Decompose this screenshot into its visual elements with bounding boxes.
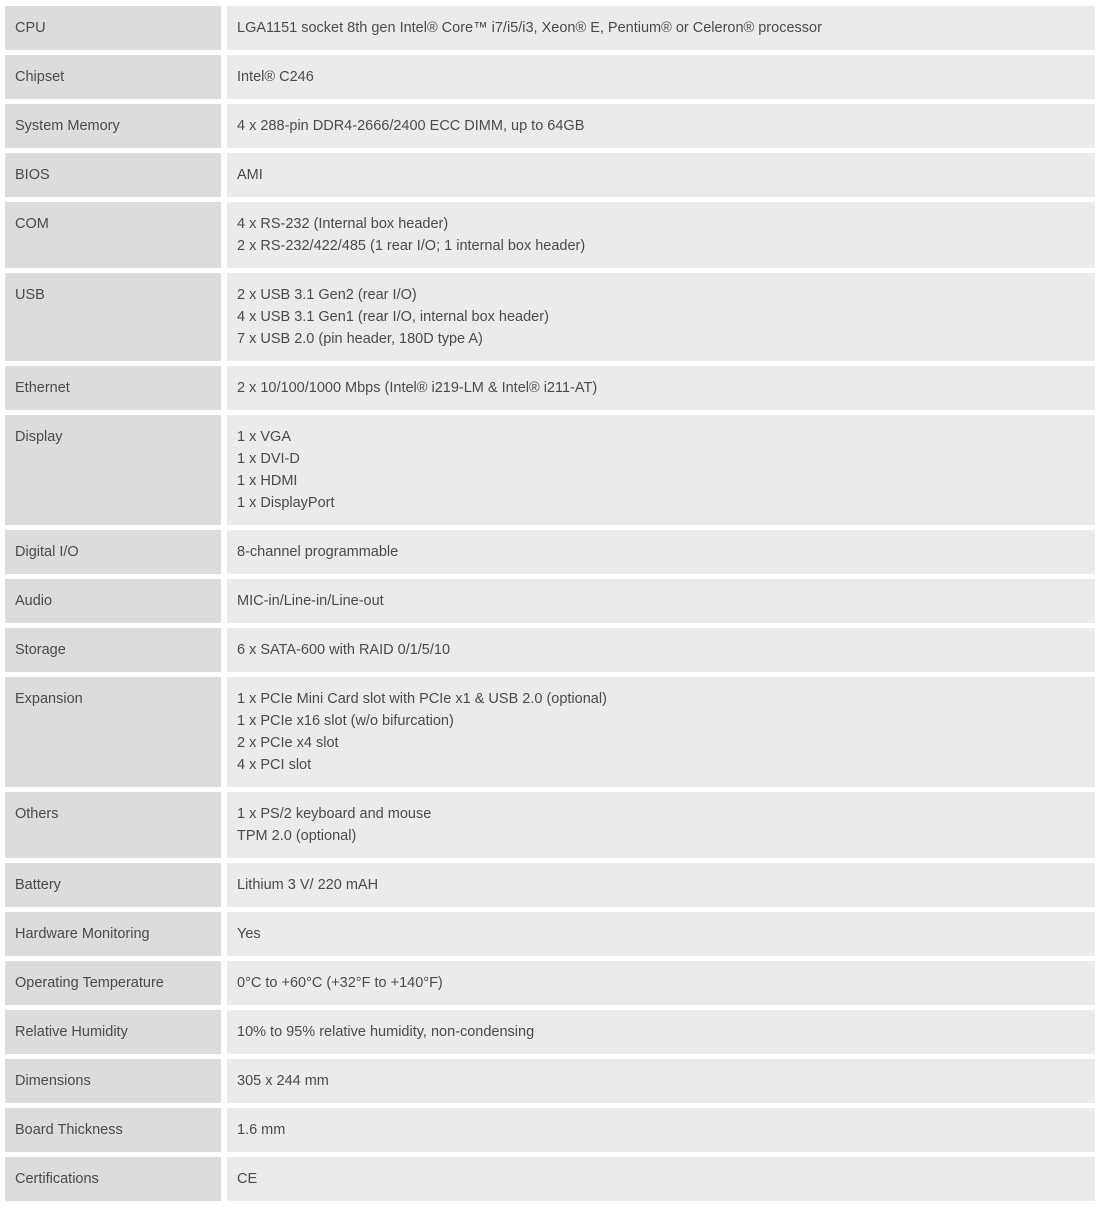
spec-value	[227, 202, 1095, 268]
spec-value	[227, 863, 1095, 907]
spec-value-line: 1.6 mm	[237, 1122, 286, 1138]
spec-value-line: 305 x 244 mm	[237, 1073, 329, 1089]
spec-table	[5, 6, 1095, 1206]
spec-value-line: 8-channel programmable	[237, 544, 399, 560]
spec-label: Board Thickness	[5, 1108, 221, 1152]
spec-row	[5, 6, 1095, 50]
spec-row	[5, 104, 1095, 148]
spec-label: Ethernet	[5, 366, 221, 410]
spec-row	[5, 961, 1095, 1005]
spec-value-line: AMI	[237, 167, 263, 183]
spec-row	[5, 415, 1095, 525]
spec-value-line: 1 x DVI-D	[237, 451, 300, 467]
spec-value-line: 1 x DisplayPort	[237, 495, 335, 511]
spec-value	[227, 6, 1095, 50]
spec-value	[227, 104, 1095, 148]
spec-value-line: 0°C to +60°C (+32°F to +140°F)	[237, 975, 443, 991]
spec-row	[5, 579, 1095, 623]
spec-value-line: 1 x PS/2 keyboard and mouse	[237, 806, 432, 822]
spec-value	[227, 961, 1095, 1005]
spec-row	[5, 1059, 1095, 1103]
spec-value	[227, 1108, 1095, 1152]
spec-value	[227, 273, 1095, 361]
spec-label: COM	[5, 202, 221, 268]
spec-label: Audio	[5, 579, 221, 623]
spec-label: Expansion	[5, 677, 221, 787]
spec-row	[5, 273, 1095, 361]
spec-value-line: 1 x PCIe Mini Card slot with PCIe x1 & USB 2.0 (optional)	[237, 691, 607, 707]
spec-value	[227, 153, 1095, 197]
spec-value	[227, 677, 1095, 787]
spec-value-line: 4 x USB 3.1 Gen1 (rear I/O, internal box header)	[237, 309, 549, 325]
spec-value	[227, 579, 1095, 623]
spec-label: System Memory	[5, 104, 221, 148]
spec-row	[5, 530, 1095, 574]
spec-value-line: 2 x RS-232/422/485 (1 rear I/O; 1 internal box header)	[237, 238, 586, 254]
spec-value-line: Intel® C246	[237, 69, 314, 85]
spec-value	[227, 415, 1095, 525]
spec-label: Hardware Monitoring	[5, 912, 221, 956]
spec-value	[227, 530, 1095, 574]
spec-row	[5, 202, 1095, 268]
spec-value-line: 4 x RS-232 (Internal box header)	[237, 216, 449, 232]
spec-label: Operating Temperature	[5, 961, 221, 1005]
spec-value-line: 2 x PCIe x4 slot	[237, 735, 339, 751]
spec-row	[5, 1157, 1095, 1201]
spec-value-line: 1 x VGA	[237, 429, 291, 445]
spec-value	[227, 1010, 1095, 1054]
spec-row	[5, 55, 1095, 99]
spec-value-line: 2 x USB 3.1 Gen2 (rear I/O)	[237, 287, 417, 303]
spec-row	[5, 1010, 1095, 1054]
spec-label: CPU	[5, 6, 221, 50]
spec-label: Storage	[5, 628, 221, 672]
spec-row	[5, 366, 1095, 410]
spec-label: Digital I/O	[5, 530, 221, 574]
spec-value-line: 4 x 288-pin DDR4-2666/2400 ECC DIMM, up to 64GB	[237, 118, 585, 134]
spec-label: BIOS	[5, 153, 221, 197]
spec-value-line: Yes	[237, 926, 261, 942]
spec-value-line: LGA1151 socket 8th gen Intel® Core™ i7/i5/i3, Xeon® E, Pentium® or Celeron® processor	[237, 20, 822, 36]
spec-value-line: 6 x SATA-600 with RAID 0/1/5/10	[237, 642, 451, 658]
spec-value	[227, 366, 1095, 410]
spec-value-line: 4 x PCI slot	[237, 757, 312, 773]
spec-label: Others	[5, 792, 221, 858]
spec-label: USB	[5, 273, 221, 361]
spec-label: Battery	[5, 863, 221, 907]
spec-label: Certifications	[5, 1157, 221, 1201]
spec-value-line: Lithium 3 V/ 220 mAH	[237, 877, 379, 893]
spec-value-line: 2 x 10/100/1000 Mbps (Intel® i219-LM & Intel® i211-AT)	[237, 380, 598, 396]
spec-value	[227, 912, 1095, 956]
spec-row	[5, 863, 1095, 907]
spec-row	[5, 792, 1095, 858]
spec-value-line: TPM 2.0 (optional)	[237, 828, 357, 844]
spec-label: Chipset	[5, 55, 221, 99]
spec-row	[5, 628, 1095, 672]
spec-label: Display	[5, 415, 221, 525]
spec-label: Relative Humidity	[5, 1010, 221, 1054]
spec-row	[5, 677, 1095, 787]
spec-row	[5, 912, 1095, 956]
spec-row	[5, 1108, 1095, 1152]
spec-value	[227, 55, 1095, 99]
spec-value-line: MIC-in/Line-in/Line-out	[237, 593, 384, 609]
spec-value-line: 1 x HDMI	[237, 473, 298, 489]
spec-value-line: CE	[237, 1171, 258, 1187]
spec-value	[227, 792, 1095, 858]
spec-value	[227, 1059, 1095, 1103]
spec-value	[227, 1157, 1095, 1201]
spec-value-line: 7 x USB 2.0 (pin header, 180D type A)	[237, 331, 483, 347]
spec-label: Dimensions	[5, 1059, 221, 1103]
spec-value	[227, 628, 1095, 672]
spec-value-line: 1 x PCIe x16 slot (w/o bifurcation)	[237, 713, 454, 729]
spec-row	[5, 153, 1095, 197]
spec-value-line: 10% to 95% relative humidity, non-condensing	[237, 1024, 535, 1040]
